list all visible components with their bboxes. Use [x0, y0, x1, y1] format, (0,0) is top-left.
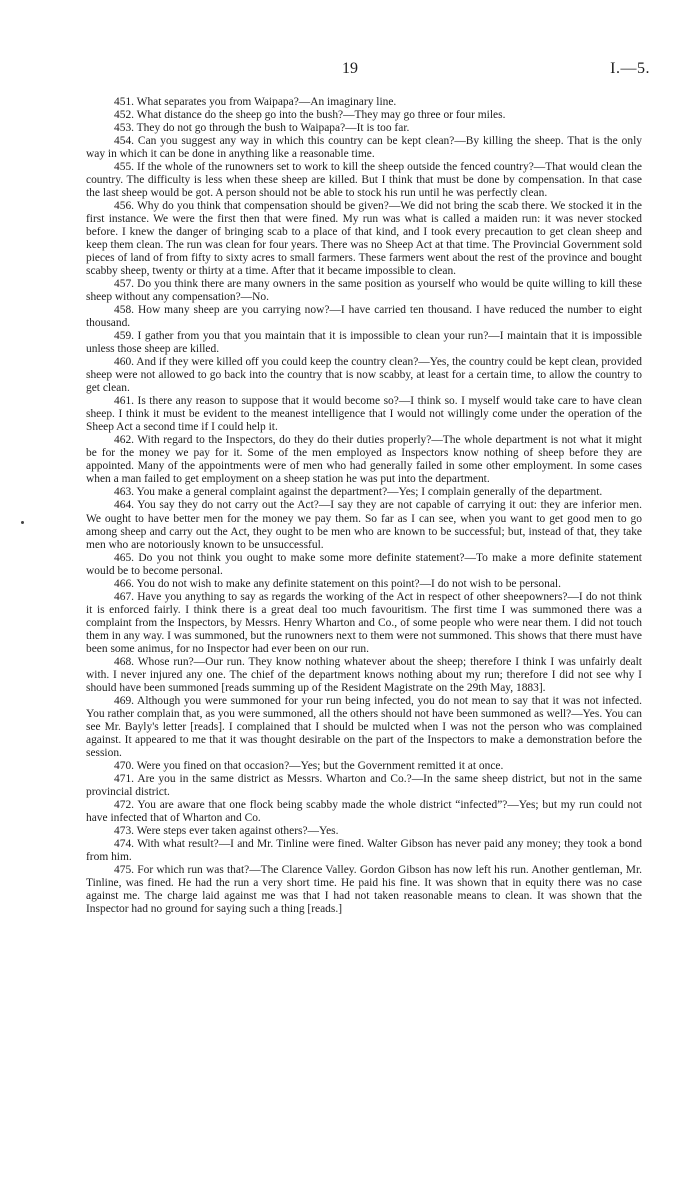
paragraph-470: 470. Were you fined on that occasion?—Yes; but the Government remitted it at once. [114, 759, 504, 772]
paragraph-472: 472. You are aware that one flock being scabby made the whole district “infected”?—Yes; but my run could not have infected that of Wharton and Co. [86, 798, 642, 824]
evidence-text [86, 96, 642, 916]
page-header [0, 60, 700, 82]
paragraph-457: 457. Do you think there are many owners in the same position as yourself who would be quite willing to kill these sheep without any compensation?—No. [86, 278, 642, 304]
paragraph-473: 473. Were steps ever taken against others?—Yes. [114, 824, 339, 837]
paragraph-465: 465. Do you not think you ought to make some more definite statement?—To make a more definite statement would be to become personal. [86, 551, 642, 577]
page-number: 19 [342, 60, 358, 77]
paragraph-466: 466. You do not wish to make any definite statement on this point?—I do not wish to be personal. [114, 577, 561, 590]
paragraph-464: 464. You say they do not carry out the Act?—I say they are not capable of carrying it out: they are inferior men. We ought to have better men for the money we pay them. So far as I can see, when you want to get good men to go among sheep and carry out the Act, they ought to be men who are known to be successful; but, instead of that, they take men who are notoriously known to be unsuccessful. [86, 499, 642, 551]
paragraph-455: 455. If the whole of the runowners set to work to kill the sheep outside the fenced country?—That would clean the country. The difficulty is less when these sheep are killed. But I think that must be done by compensation. In that case the last sheep would be got. A person should not be able to stock his run until he was perfectly clean. [86, 161, 642, 200]
paragraph-460: 460. And if they were killed off you could keep the country clean?—Yes, the country could be kept clean, provided sheep were not allowed to go back into the country that is now scabby, at least for a certain time, to allow the country to get clean. [86, 356, 642, 395]
paragraph-474: 474. With what result?—I and Mr. Tinline were fined. Walter Gibson has never paid any money; they took a bond from him. [86, 837, 642, 863]
paragraph-456: 456. Why do you think that compensation should be given?—We did not bring the scab there. We stocked it in the first instance. We were the first then that were fined. My run was what is called a maiden run: it was never stocked before. I knew the danger of bringing scab to a place of that kind, and I took every precaution to get clean sheep and keep them clean. The run was clean for four years. There was no Sheep Act at that time. The Provincial Government sold pieces of land of from fifty to sixty acres to small farmers. These farmers went about the rest of the province and bought scabby sheep, twenty or thirty at a time. After that it became impossible to clean. [86, 200, 642, 278]
paragraph-471: 471. Are you in the same district as Messrs. Wharton and Co.?—In the same sheep district, but not in the same provincial district. [86, 772, 642, 798]
paragraph-463: 463. You make a general complaint against the department?—Yes; I complain generally of the department. [114, 486, 603, 499]
paragraph-461: 461. Is there any reason to suppose that it would become so?—I think so. I myself would take care to have clean sheep. I think it must be evident to the meanest intelligence that I would not willingly come under the operation of the Sheep Act a second time if I could help it. [86, 395, 642, 434]
paragraph-454: 454. Can you suggest any way in which this country can be kept clean?—By killing the sheep. That is the only way in which it can be done in anything like a reasonable time. [86, 135, 642, 161]
paragraph-451: 451. What separates you from Waipapa?—An imaginary line. [114, 96, 397, 108]
paragraph-475: 475. For which run was that?—The Clarence Valley. Gordon Gibson has now left his run. Another gentleman, Mr. Tinline, was fined. He had the run a very short time. He paid his fine. It was shown that in equity there was no case against me. The charge laid against me was that I had not taken reasonable means to clean. It was shown that the Inspector had no ground for saying such a thing [reads.] [86, 863, 642, 915]
stray-ink-mark [21, 521, 24, 524]
paragraph-467: 467. Have you anything to say as regards the working of the Act in respect of other sheepowners?—I do not think it is enforced fairly. I think there is a great deal too much favouritism. The first time I was summoned there was a complaint from the Inspectors, by Messrs. Henry Wharton and Co., of some people who were near them. I did not touch them in any way. I was summoned, but the runowners next to them were not summoned. This shows that there must have been some animus, for no Inspector had ever been on our run. [86, 590, 642, 655]
paragraph-458: 458. How many sheep are you carrying now?—I have carried ten thousand. I have reduced the number to eight thousand. [86, 304, 642, 330]
paragraph-453: 453. They do not go through the bush to Waipapa?—It is too far. [114, 122, 410, 135]
paragraph-468: 468. Whose run?—Our run. They know nothing whatever about the sheep; therefore I think I was unfairly dealt with. I never injured any one. The chief of the department knows nothing about my run; therefore I did not see why I should have been summoned [reads summing up of the Resident Magistrate on the 29th May, 1883]. [86, 655, 642, 694]
paragraph-459: 459. I gather from you that you maintain that it is impossible to clean your run?—I maintain that it is impossible unless those sheep are killed. [86, 330, 642, 356]
paragraph-452: 452. What distance do the sheep go into the bush?—They may go three or four miles. [114, 109, 506, 122]
document-reference: I.—5. [610, 60, 650, 77]
paragraph-462: 462. With regard to the Inspectors, do they do their duties properly?—The whole department is not what it might be for the money we pay for it. Some of the men employed as Inspectors know nothing of sheep before they are appointed. Many of the appointments were of men who had generally failed in some other employment. In some cases when a man failed to get employment on a sheep station he was put into the department. [86, 434, 642, 486]
paragraph-469: 469. Although you were summoned for your run being infected, you do not mean to say that it was not infected. You rather complain that, as you were summoned, all the others should not have been summoned as well?—Yes. You can see Mr. Bayly's letter [reads]. I complained that I should be mulcted when I was not the person who was complained against. It appeared to me that it was thought desirable on the part of the Inspectors to make a demonstration before the session. [86, 694, 642, 759]
